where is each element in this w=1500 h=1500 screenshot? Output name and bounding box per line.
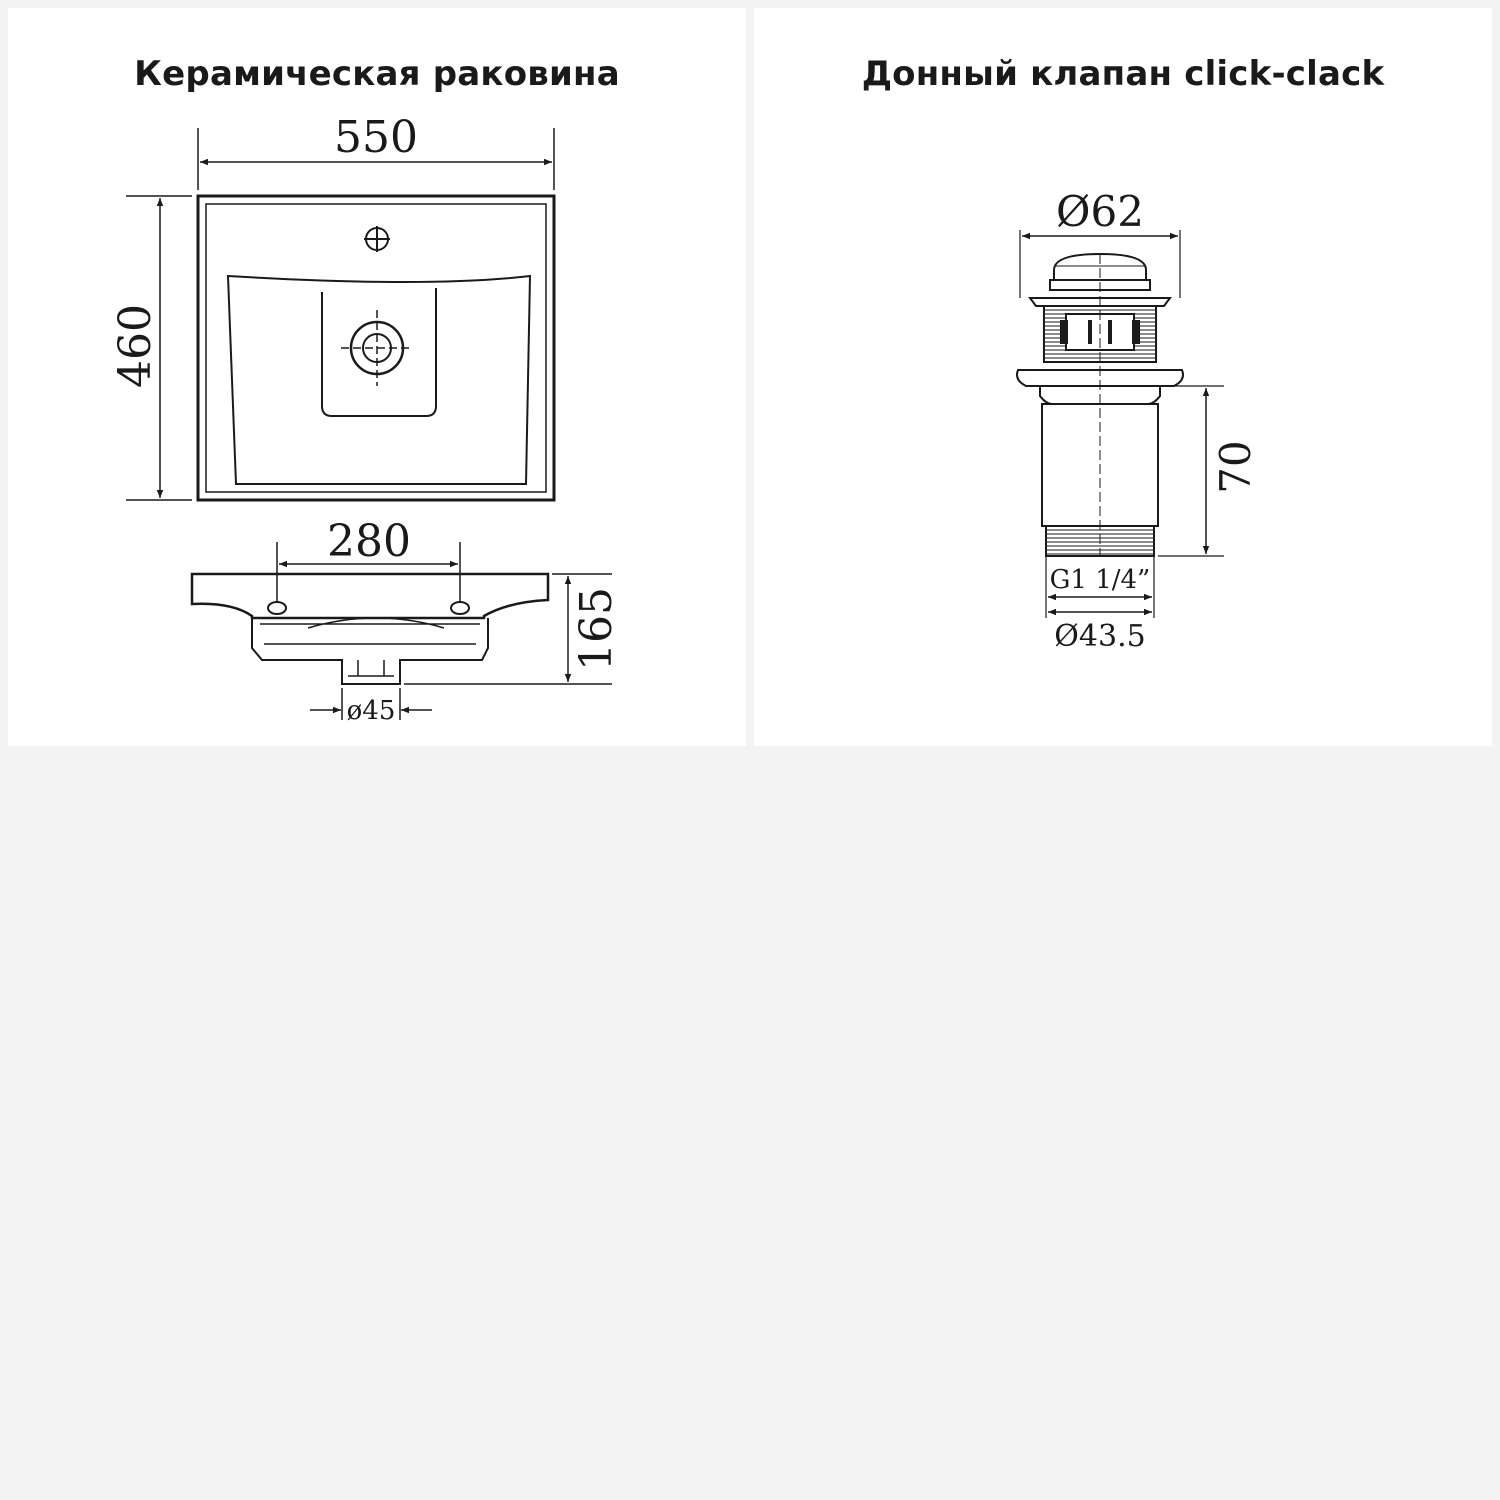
length-dimension — [1158, 386, 1260, 556]
valve-drawing — [754, 8, 1492, 746]
drain-diameter-label: ø45 — [346, 696, 396, 726]
thread-dimension — [1046, 556, 1154, 654]
thread-label: G1 1/4” — [1049, 565, 1151, 595]
drain-diameter-dimension — [310, 688, 432, 726]
tap-hole-icon — [364, 226, 390, 252]
cap-diameter-label: Ø62 — [1056, 187, 1144, 236]
sink-top-view — [198, 196, 554, 500]
sink-panel — [8, 8, 746, 746]
width-dimension — [198, 112, 554, 190]
height-dimension — [404, 574, 622, 684]
tap-spacing-label: 280 — [327, 516, 411, 567]
height-label: 165 — [571, 587, 622, 671]
sink-drawing — [8, 8, 746, 746]
tap-spacing-dimension — [277, 516, 460, 602]
length-label: 70 — [1211, 440, 1260, 494]
depth-dimension — [110, 196, 192, 500]
body-diameter-label: Ø43.5 — [1054, 619, 1146, 654]
cap-diameter-dimension — [1020, 187, 1180, 298]
width-label: 550 — [334, 112, 418, 163]
valve-body — [1017, 254, 1183, 556]
depth-label: 460 — [110, 304, 161, 388]
valve-title: Донный клапан click-clack — [861, 54, 1385, 94]
drain-hole-icon — [341, 310, 413, 386]
valve-panel — [754, 8, 1492, 746]
sink-title: Керамическая раковина — [134, 54, 620, 94]
sink-side-view — [192, 574, 548, 684]
